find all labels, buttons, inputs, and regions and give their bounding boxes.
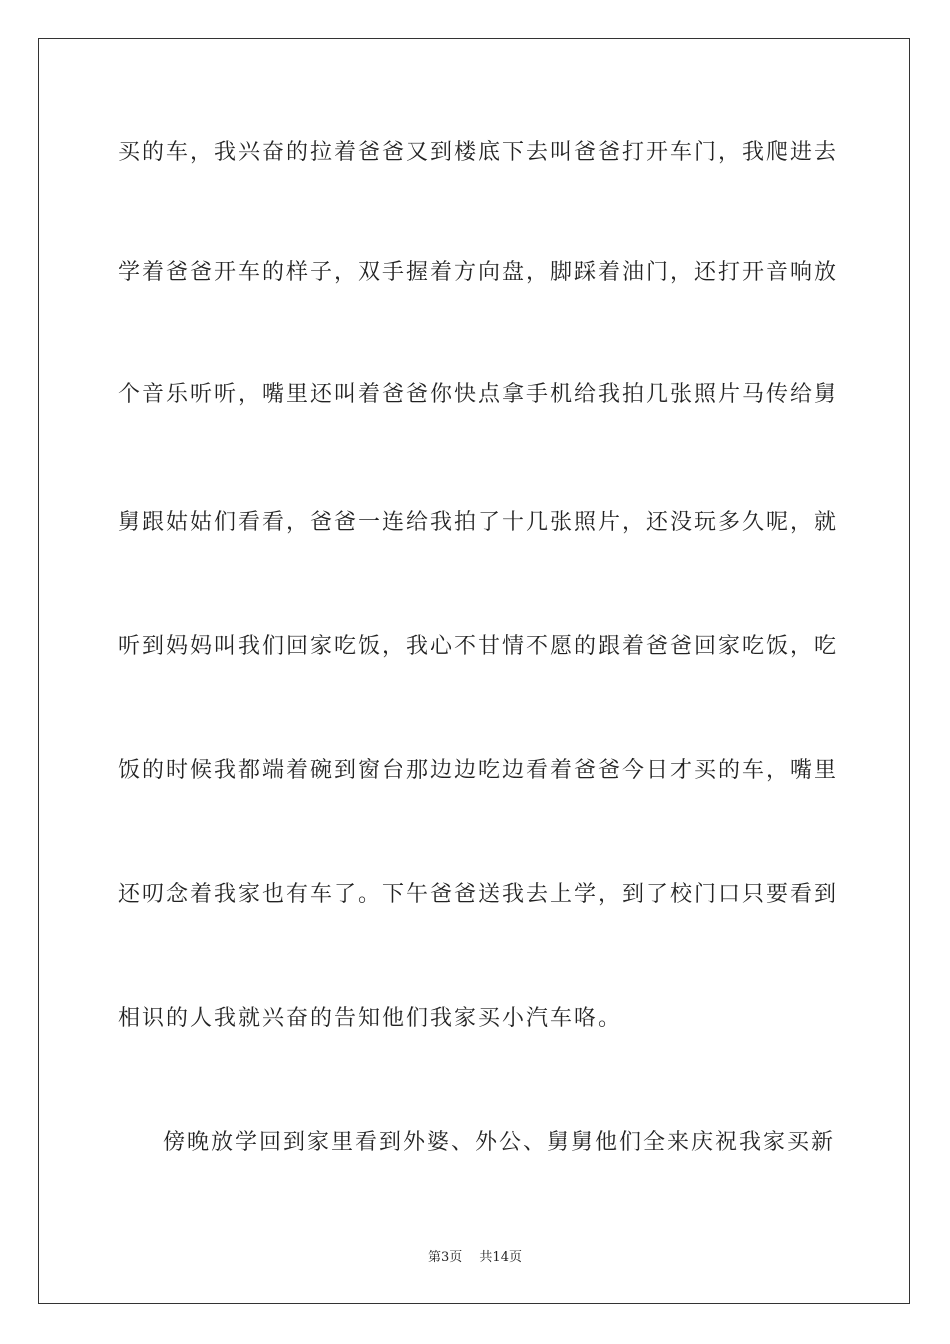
page-number-footer: 第3页 共14页 [428, 1250, 522, 1265]
paragraph-line: 个音乐听听，嘴里还叫着爸爸你快点拿手机给我拍几张照片马传给舅 [118, 382, 839, 407]
paragraph-line: 舅跟姑姑们看看，爸爸一连给我拍了十几张照片，还没玩多久呢，就 [118, 510, 839, 535]
paragraph-line: 学着爸爸开车的样子，双手握着方向盘，脚踩着油门，还打开音响放 [118, 260, 839, 285]
paragraph-line: 傍晚放学回到家里看到外婆、外公、舅舅他们全来庆祝我家买新 [163, 1130, 836, 1155]
paragraph-line: 饭的时候我都端着碗到窗台那边边吃边看着爸爸今日才买的车，嘴里 [118, 758, 839, 783]
paragraph-line: 相识的人我就兴奋的告知他们我家买小汽车咯。 [118, 1006, 623, 1031]
paragraph-line: 买的车，我兴奋的拉着爸爸又到楼底下去叫爸爸打开车门，我爬进去 [118, 140, 839, 165]
paragraph-line: 还叨念着我家也有车了。下午爸爸送我去上学，到了校门口只要看到 [118, 882, 839, 907]
page-border [38, 38, 910, 1304]
paragraph-line: 听到妈妈叫我们回家吃饭，我心不甘情不愿的跟着爸爸回家吃饭，吃 [118, 634, 839, 659]
